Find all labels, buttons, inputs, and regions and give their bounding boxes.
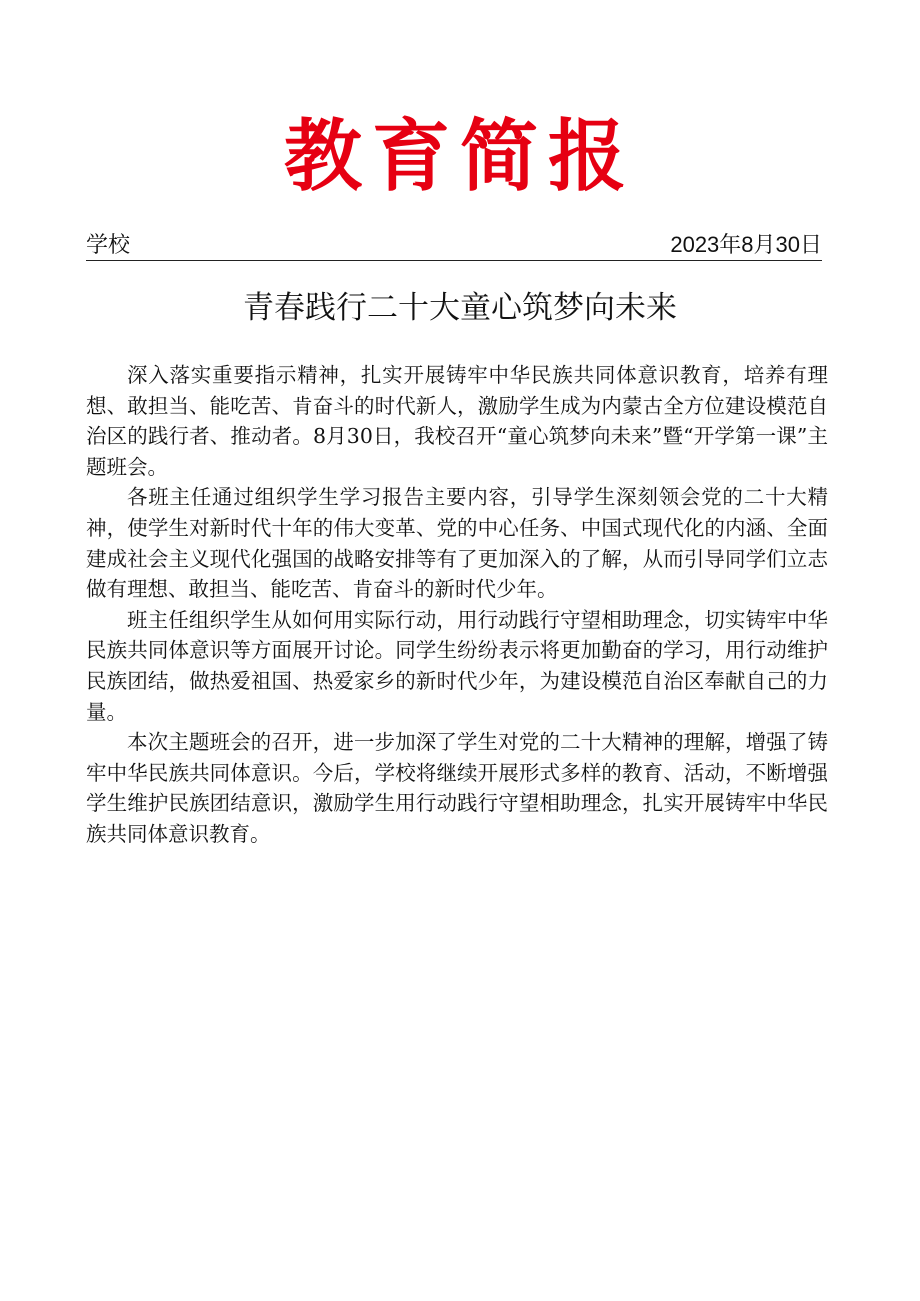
paragraph: 本次主题班会的召开，进一步加深了学生对党的二十大精神的理解，增强了铸牢中华民族共同体意识。今后，学校将继续开展形式多样的教育、活动，不断增强学生维护民族团结意识，激励学生用行动践行守望相助理念，扎实开展铸牢中华民族共同体意识教育。 <box>86 730 828 846</box>
paragraph: 各班主任通过组织学生学习报告主要内容，引导学生深刻领会党的二十大精神，使学生对新时代十年的伟大变革、党的中心任务、中国式现代化的内涵、全面建成社会主义现代化强国的战略安排等有了更加深入的了解，从而引导同学们立志做有理想、敢担当、能吃苦、肯奋斗的新时代少年。 <box>86 485 828 602</box>
paragraph: 深入落实重要指示精神，扎实开展铸牢中华民族共同体意识教育，培养有理想、敢担当、能吃苦、肯奋斗的时代新人，激励学生成为内蒙古全方位建设模范自治区的践行者、推动者。8月30日，我校召开“童心筑梦向未来”暨“开学第一课”主题班会。 <box>86 363 828 479</box>
issue-date: 2023年8月30日 <box>670 232 822 257</box>
article-headline: 青春践行二十大童心筑梦向未来 <box>243 290 677 326</box>
masthead-title: 教育简报 <box>283 111 636 202</box>
school-label: 学校 <box>86 232 131 257</box>
paragraph: 班主任组织学生从如何用实际行动，用行动践行守望相助理念，切实铸牢中华民族共同体意识等方面展开讨论。同学生纷纷表示将更加勤奋的学习，用行动维护民族团结，做热爱祖国、热爱家乡的新时代少年，为建设模范自治区奉献自己的力量。 <box>86 607 828 724</box>
article-body <box>86 360 828 850</box>
meta-line <box>86 230 822 261</box>
